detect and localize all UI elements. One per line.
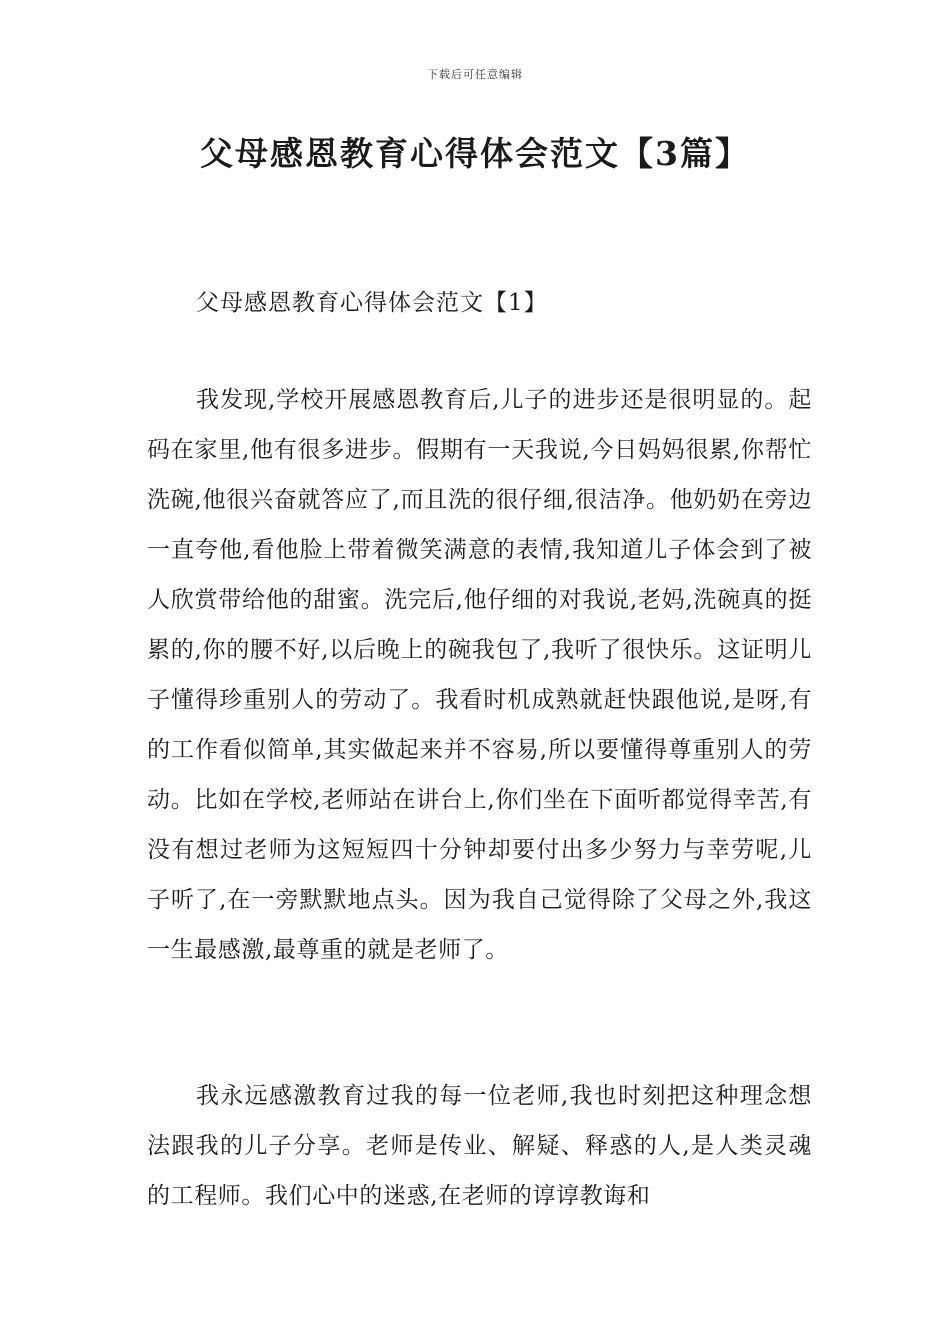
body-paragraph-1: 我发现,学校开展感恩教育后,儿子的进步还是很明显的。起码在家里,他有很多进步。假期有一天我说,今日妈妈很累,你帮忙洗碗,他很兴奋就答应了,而且洗的很仔细,很洁净。他奶奶在旁边一直夸他,看他脸上带着微笑满意的表情,我知道儿子体会到了被人欣赏带给他的甜蜜。洗完后,他仔细的对我说,老妈,洗碗真的挺累的,你的腰不好,以后晚上的碗我包了,我听了很快乐。这证明儿子懂得珍重别人的劳动了。我看时机成熟就赶快跟他说,是呀,有的工作看似简单,其实做起来并不容易,所以要懂得尊重别人的劳动。比如在学校,老师站在讲台上,你们坐在下面听都觉得幸苦,有没有想过老师为这短短四十分钟却要付出多少努力与幸劳呢,儿子听了,在一旁默默地点头。因为我自己觉得除了父母之外,我这一生最感激,最尊重的就是老师了。 [147,387,812,963]
section-heading: 父母感恩教育心得体会范文【1】 [196,290,548,316]
document-title: 父母感恩教育心得体会范文【3篇】 [200,134,750,173]
header-note: 下载后可任意编辑 [427,68,523,81]
body-paragraph-2: 我永远感激教育过我的每一位老师,我也时刻把这种理念想法跟我的儿子分享。老师是传业、解疑、释惑的人,是人类灵魂的工程师。我们心中的迷惑,在老师的谆谆教诲和 [147,1083,812,1209]
